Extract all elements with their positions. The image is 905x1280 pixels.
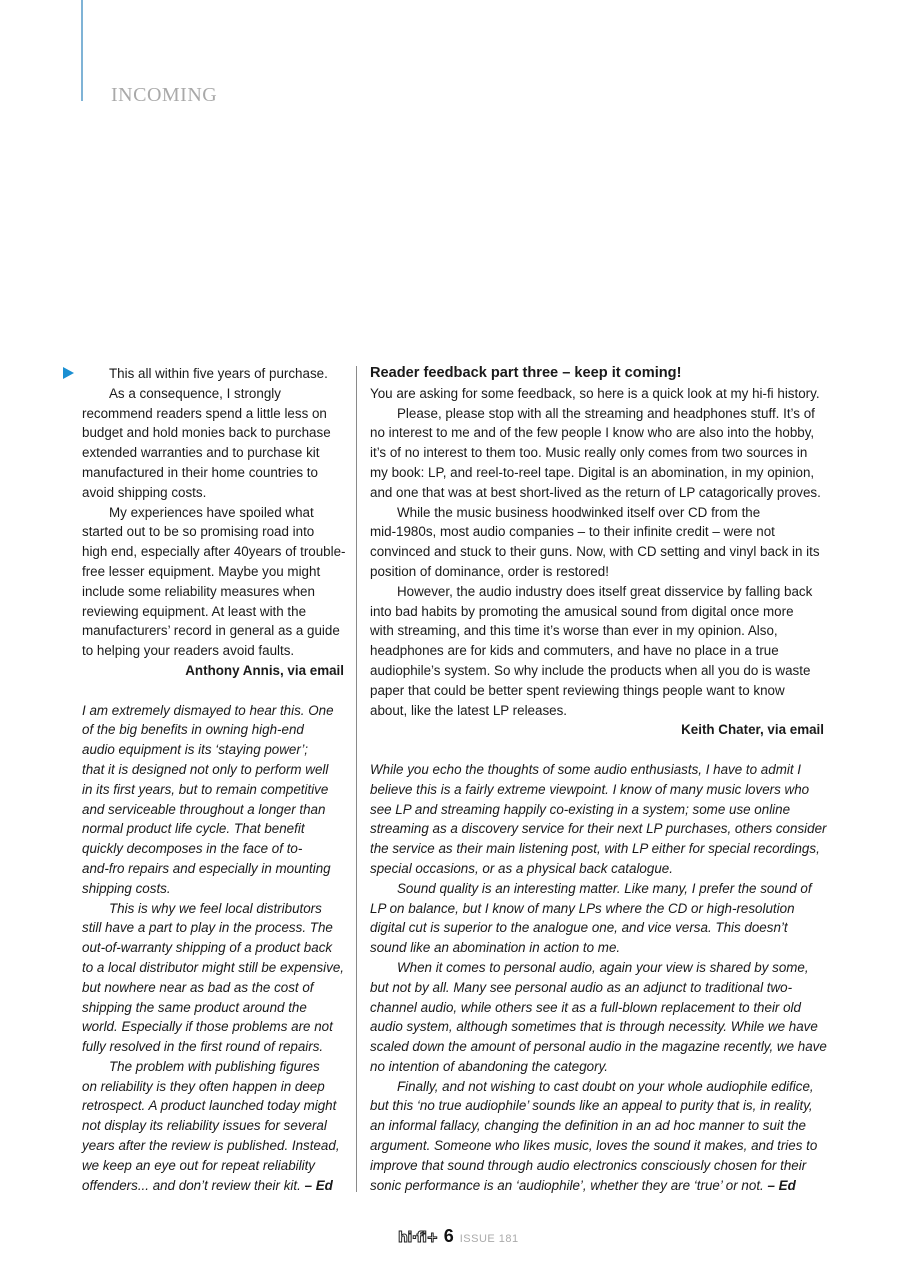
line-text: and one that was at best short-lived as the return of LP catagorically proves.: [370, 484, 821, 500]
text-line: [370, 483, 824, 503]
text-line: [370, 1116, 824, 1136]
line-text: Sound quality is an interesting matter. Like many, I prefer the sound of: [397, 880, 812, 896]
line-text: reviewing equipment. At least with the: [82, 603, 307, 619]
line-text: that it is designed not only to perform well: [82, 761, 329, 777]
text-line: [370, 1017, 824, 1037]
line-text: see LP and streaming happily co-existing in a system; some use online: [370, 801, 791, 817]
editor-reply-paragraph: [82, 899, 344, 1057]
spacer: [370, 740, 824, 760]
line-text: started out to be so promising road into: [82, 524, 315, 540]
line-text: avoid shipping costs.: [82, 484, 207, 500]
line-text: normal product life cycle. That benefit: [82, 821, 305, 837]
text-line: [370, 780, 824, 800]
text-line: [370, 582, 824, 602]
letter-paragraph: [370, 404, 824, 503]
text-line: [370, 1096, 824, 1116]
letter-heading: [370, 364, 824, 384]
editor-reply-paragraph: [370, 760, 827, 879]
line-text: on reliability is they often happen in deep: [82, 1078, 325, 1094]
line-text: argument. Someone who likes music, loves the sound it makes, and tries to: [370, 1138, 818, 1154]
editor-reply-paragraph: [370, 958, 827, 1077]
text-line: [82, 740, 344, 760]
text-line: [82, 760, 344, 780]
text-line: [370, 859, 824, 879]
line-text: and serviceable throughout a longer than: [82, 801, 326, 817]
text-line: [82, 918, 344, 938]
right-column: [370, 364, 827, 1195]
line-text: no interest to me and of the few people I know who are also into the hobby,: [370, 425, 815, 441]
line-text: While you echo the thoughts of some audio enthusiasts, I have to admit I: [370, 761, 801, 777]
line-text: the service as their main listening post, with LP either for special recordings,: [370, 841, 820, 857]
text-line: [82, 1077, 344, 1097]
spacer: [82, 681, 344, 701]
header-rule: [81, 0, 83, 101]
line-text: As a consequence, I strongly: [109, 385, 281, 401]
line-text: My experiences have spoiled what: [109, 504, 314, 520]
line-text: headphones are for kids and commuters, and have no place in a true: [370, 643, 779, 659]
letter-paragraph: [82, 503, 344, 661]
line-text: but nowhere near as bad as the cost of: [82, 979, 314, 995]
text-line: [370, 522, 824, 542]
line-text: audiophile’s system. So why include the products when all you do is waste: [370, 662, 811, 678]
line-text: no intention of abandoning the category.: [370, 1058, 608, 1074]
line-text: You are asking for some feedback, so here is a quick look at my hi-fi history.: [370, 385, 820, 401]
line-text: Keith Chater, via email: [681, 722, 824, 738]
line-text: world. Especially if those problems are not: [82, 1019, 333, 1035]
text-line: [82, 1057, 344, 1077]
line-text: audio system, although sometimes that is through necessity. While we have: [370, 1019, 818, 1035]
editor-signoff: – Ed: [304, 1177, 333, 1193]
text-line: [82, 641, 344, 661]
text-line: [82, 899, 344, 919]
text-line: [82, 582, 344, 602]
text-line: [370, 720, 824, 740]
text-line: [82, 522, 344, 542]
line-text: sonic performance is an ‘audiophile’, whether they are ‘true’ or not.: [370, 1177, 764, 1193]
line-text: mid-1980s, most audio companies – to their infinite credit – were not: [370, 524, 775, 540]
text-line: [370, 562, 824, 582]
line-text: years after the review is published. Instead,: [82, 1138, 340, 1154]
text-line: [82, 938, 344, 958]
text-line: [82, 621, 344, 641]
line-text: When it comes to personal audio, again your view is shared by some,: [397, 959, 809, 975]
text-line: [82, 542, 344, 562]
text-line: [82, 1116, 344, 1136]
text-line: [370, 641, 824, 661]
text-line: [82, 800, 344, 820]
text-line: [370, 364, 824, 384]
text-line: [370, 1037, 827, 1057]
line-text: However, the audio industry does itself great disservice by falling back: [397, 583, 813, 599]
line-text: paper that could be better spent reviewing things people want to know: [370, 682, 785, 698]
line-text: recommend readers spend a little less on: [82, 405, 327, 421]
page-footer: [398, 1226, 519, 1247]
text-line: [82, 780, 344, 800]
letter-paragraph: [82, 364, 344, 384]
letter-paragraph: [370, 503, 824, 582]
editor-reply-paragraph: [370, 1077, 824, 1196]
text-line: [370, 602, 824, 622]
text-line: [370, 978, 824, 998]
line-text: with streaming, and this time it’s worse than ever in my opinion. Also,: [370, 623, 778, 639]
text-line: [82, 879, 344, 899]
text-line: [370, 681, 824, 701]
text-line: [82, 720, 344, 740]
text-line: [370, 1156, 824, 1176]
text-line: [370, 958, 824, 978]
line-text: but not by all. Many see personal audio as an adjunct to traditional two-: [370, 979, 793, 995]
line-text: offenders... and don’t review their kit.: [82, 1177, 301, 1193]
line-text: free lesser equipment. Maybe you might: [82, 563, 321, 579]
text-line: [370, 1057, 824, 1077]
editor-signoff: – Ed: [767, 1177, 796, 1193]
text-line: [82, 443, 344, 463]
line-text: channel audio, while others see it as a full-blown replacement to their old: [370, 999, 801, 1015]
letter-paragraph: [370, 384, 824, 404]
text-line: [370, 879, 824, 899]
text-line: [82, 483, 344, 503]
text-line: [370, 621, 824, 641]
text-line: [370, 542, 824, 562]
line-text: my book: LP, and reel-to-reel tape. Digital is an abomination, in my opinion,: [370, 464, 815, 480]
line-text: audio equipment is its ‘staying power’;: [82, 742, 309, 758]
text-line: [82, 1096, 344, 1116]
line-text: Anthony Annis, via email: [185, 662, 344, 678]
text-line: [370, 938, 824, 958]
line-text: digital cut is superior to the analogue one, and vice versa. This doesn’t: [370, 920, 788, 936]
line-text: not display its reliability issues for several: [82, 1118, 327, 1134]
text-line: [82, 562, 344, 582]
line-text: include some reliability measures when: [82, 583, 315, 599]
text-line: [82, 503, 344, 523]
line-text: of the big benefits in owning high-end: [82, 722, 304, 738]
editor-reply-paragraph: [370, 879, 824, 958]
letter-signature: [82, 661, 344, 681]
line-text: special occasions, or as a physical back catalogue.: [370, 860, 673, 876]
text-line: [82, 839, 344, 859]
text-line: [370, 998, 824, 1018]
line-text: manufacturers’ record in general as a guide: [82, 623, 340, 639]
line-text: believe this is a fairly extreme viewpoint. I know of many music lovers who: [370, 781, 810, 797]
text-line: [370, 1136, 824, 1156]
line-text: to helping your readers avoid faults.: [82, 643, 295, 659]
text-line: [82, 463, 344, 483]
text-line: [370, 918, 824, 938]
line-text: but this ‘no true audiophile’ sounds like an appeal to purity that is, in reality,: [370, 1098, 813, 1114]
text-line: [370, 463, 824, 483]
text-line: [370, 661, 824, 681]
line-text: I am extremely dismayed to hear this. One: [82, 702, 334, 718]
line-text: sound like an abomination in action to me.: [370, 940, 621, 956]
text-line: [370, 839, 824, 859]
text-line: [82, 384, 344, 404]
line-text: Finally, and not wishing to cast doubt on your whole audiophile edifice,: [397, 1078, 814, 1094]
text-line: [82, 859, 344, 879]
line-text: in its first years, but to remain competitive: [82, 781, 329, 797]
line-text: fully resolved in the first round of repairs.: [82, 1039, 324, 1055]
line-text: Please, please stop with all the streaming and headphones stuff. It’s of: [397, 405, 815, 421]
text-line: [82, 998, 344, 1018]
line-text: streaming as a discovery service for their next LP purchases, others consider: [370, 821, 827, 837]
text-line: [370, 1176, 824, 1196]
text-line: [370, 800, 824, 820]
text-line: [82, 1156, 344, 1176]
line-text: LP on balance, but I know of many LPs where the CD or high-resolution: [370, 900, 795, 916]
text-line: [370, 899, 824, 919]
line-text: high end, especially after 40years of trouble-: [82, 544, 346, 560]
text-line: [370, 701, 824, 721]
text-line: [82, 602, 344, 622]
line-text: While the music business hoodwinked itself over CD from the: [397, 504, 761, 520]
line-text: shipping costs.: [82, 880, 171, 896]
letter-paragraph: [370, 582, 824, 721]
line-text: and-fro repairs and especially in mounting: [82, 860, 331, 876]
line-text: it’s of no interest to them too. Music really only comes from two sources in: [370, 445, 808, 461]
line-text: This all within five years of purchase.: [109, 366, 328, 381]
text-line: [82, 958, 344, 978]
left-column: [82, 364, 344, 1195]
section-title: INCOMING: [111, 84, 218, 106]
line-text: about, like the latest LP releases.: [370, 702, 568, 718]
text-line: [370, 384, 824, 404]
text-line: [370, 819, 827, 839]
line-text: scaled down the amount of personal audio in the magazine recently, we have: [370, 1039, 827, 1055]
line-text: still have a part to play in the process. The: [82, 920, 333, 936]
line-text: to a local distributor might still be expensive,: [82, 959, 344, 975]
editor-reply-paragraph: [82, 1057, 344, 1196]
text-line: [370, 423, 824, 443]
line-text: out-of-warranty shipping of a product back: [82, 940, 333, 956]
editor-reply-paragraph: [82, 701, 344, 899]
text-line: [370, 503, 824, 523]
text-line: [82, 978, 344, 998]
line-text: improve that sound through audio electronics consciously chosen for their: [370, 1157, 807, 1173]
line-text: retrospect. A product launched today might: [82, 1098, 337, 1114]
line-text: quickly decomposes in the face of to-: [82, 841, 303, 857]
text-line: [82, 1176, 344, 1196]
text-line: [82, 364, 344, 384]
text-line: [370, 760, 824, 780]
line-text: This is why we feel local distributors: [109, 900, 322, 916]
text-line: [82, 404, 344, 424]
letter-paragraph: [82, 384, 344, 503]
line-text: Reader feedback part three – keep it coming!: [370, 365, 682, 381]
magazine-logo: hi·fi+: [398, 1230, 438, 1246]
text-line: [370, 1077, 824, 1097]
line-text: convinced and stuck to their guns. Now, with CD setting and vinyl back in its: [370, 544, 820, 560]
line-text: extended warranties and to purchase kit: [82, 445, 320, 461]
text-line: [82, 661, 344, 681]
text-line: [82, 1037, 344, 1057]
line-text: shipping the same product around the: [82, 999, 307, 1015]
line-text: we keep an eye out for repeat reliability: [82, 1157, 315, 1173]
line-text: position of dominance, order is restored!: [370, 563, 609, 579]
text-line: [82, 1136, 344, 1156]
line-text: an informal fallacy, changing the definition in an ad hoc manner to suit the: [370, 1118, 806, 1134]
line-text: The problem with publishing figures: [109, 1058, 320, 1074]
continued-arrow-icon: [63, 367, 74, 379]
text-line: [82, 423, 344, 443]
column-divider: [356, 366, 357, 1192]
text-line: [370, 404, 824, 424]
text-line: [82, 1017, 344, 1037]
text-line: [370, 443, 824, 463]
line-text: into bad habits by promoting the amusical sound from digital once more: [370, 603, 794, 619]
text-line: [82, 819, 344, 839]
page-number: 6: [443, 1226, 454, 1246]
line-text: budget and hold monies back to purchase: [82, 425, 331, 441]
letter-signature: [370, 720, 824, 740]
issue-number: ISSUE 181: [459, 1233, 519, 1245]
text-line: [82, 701, 344, 721]
line-text: manufactured in their home countries to: [82, 464, 318, 480]
